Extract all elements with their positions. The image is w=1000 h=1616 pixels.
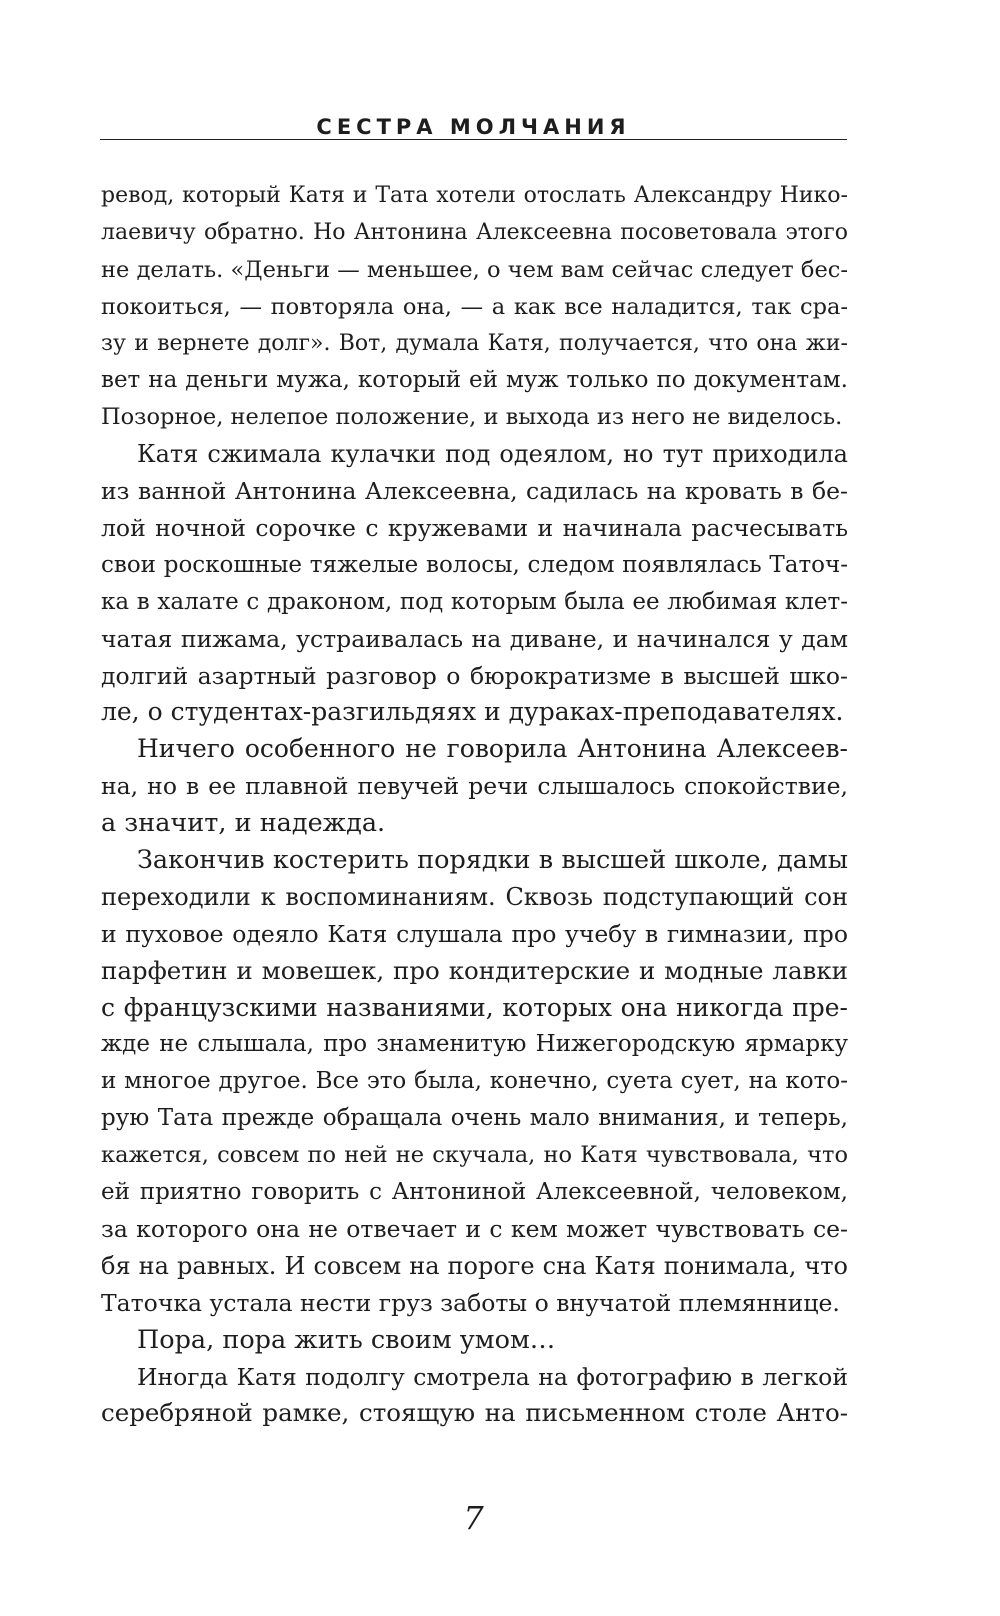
text-line: и многое другое. Все это была, конечно, суета сует, на кото- [101, 1068, 848, 1095]
text-line: чатая пижама, устраивалась на диване, и начинался у дам [101, 624, 848, 653]
text-line: лаевичу обратно. Но Антонина Алексеевна посоветовала этого [101, 219, 848, 245]
running-title: СЕСТРА МОЛЧАНИЯ [316, 115, 631, 139]
header-rule [100, 139, 847, 140]
text-line: Катя сжимала кулачки под одеялом, но тут приходила [137, 440, 848, 469]
body-text [101, 178, 848, 1432]
text-line: свои роскошные тяжелые волосы, следом появлялась Таточ- [101, 551, 848, 578]
text-line: бя на равных. И совсем на пороге сна Катя понимала, что [101, 1251, 848, 1280]
text-line: Закончив костерить порядки в высшей школе, дамы [137, 845, 848, 876]
text-line: зу и вернете долг». Вот, думала Катя, получается, что она жи- [101, 330, 848, 356]
text-line: ле, о студентах-разгильдяях и дураках-преподавателях. [101, 697, 844, 727]
text-line: за которого она не отвечает и с кем может чувствовать се- [101, 1214, 848, 1243]
text-line: на, но в ее плавной певучей речи слышалось спокойствие, [101, 772, 848, 801]
text-line: из ванной Антонина Алексеевна, садилась на кровать в бе- [101, 477, 848, 506]
text-line: вет на деньги мужа, который ей муж только по документам. [101, 367, 848, 394]
text-line: Таточка устала нести груз заботы о внучатой племяннице. [101, 1288, 840, 1317]
text-line: Пора, пора жить своим умом… [137, 1324, 556, 1355]
text-line: Ничего особенного не говорила Антонина Алексеев- [137, 734, 848, 764]
text-line: лой ночной сорочке с кружевами и начинала расчесывать [101, 514, 848, 543]
text-line: ревод, который Катя и Тата хотели отослать Александру Нико- [101, 183, 848, 208]
text-line: покоиться, — повторяла она, — а как все наладится, так сра- [101, 293, 848, 320]
text-line: Позорное, нелепое положение, и выхода из него не виделось. [101, 404, 843, 431]
text-line: серебряной рамке, стоящую на письменном столе Анто- [101, 1398, 848, 1428]
text-line: а значит, и надежда. [101, 808, 386, 839]
text-line: ка в халате с драконом, под которым была ее любимая клет- [101, 588, 848, 615]
text-line: кажется, совсем по ней не скучала, но Катя чувствовала, что [101, 1142, 848, 1169]
text-line: с французскими названиями, которых она никогда пре- [101, 992, 848, 1022]
text-line: Иногда Катя подолгу смотрела на фотографию в легкой [137, 1362, 848, 1391]
text-line: и пуховое одеяло Катя слушала про учебу в гимназии, про [101, 919, 848, 948]
text-line: долгий азартный разговор о бюрократизме в высшей шко- [101, 661, 848, 690]
text-line: переходили к воспоминаниям. Сквозь подступающий сон [101, 882, 848, 911]
text-line: ей приятно говорить с Антониной Алексеевной, человеком, [101, 1179, 848, 1206]
text-line: не делать. «Деньги — меньшее, о чем вам сейчас следует бес- [101, 256, 848, 283]
text-line: рую Тата прежде обращала очень мало внимания, и теперь, [101, 1105, 848, 1132]
text-line: жде не слышала, про знаменитую Нижегородскую ярмарку [101, 1031, 848, 1058]
page-number: 7 [463, 1499, 484, 1537]
text-line: парфетин и мовешек, про кондитерские и модные лавки [101, 955, 848, 985]
